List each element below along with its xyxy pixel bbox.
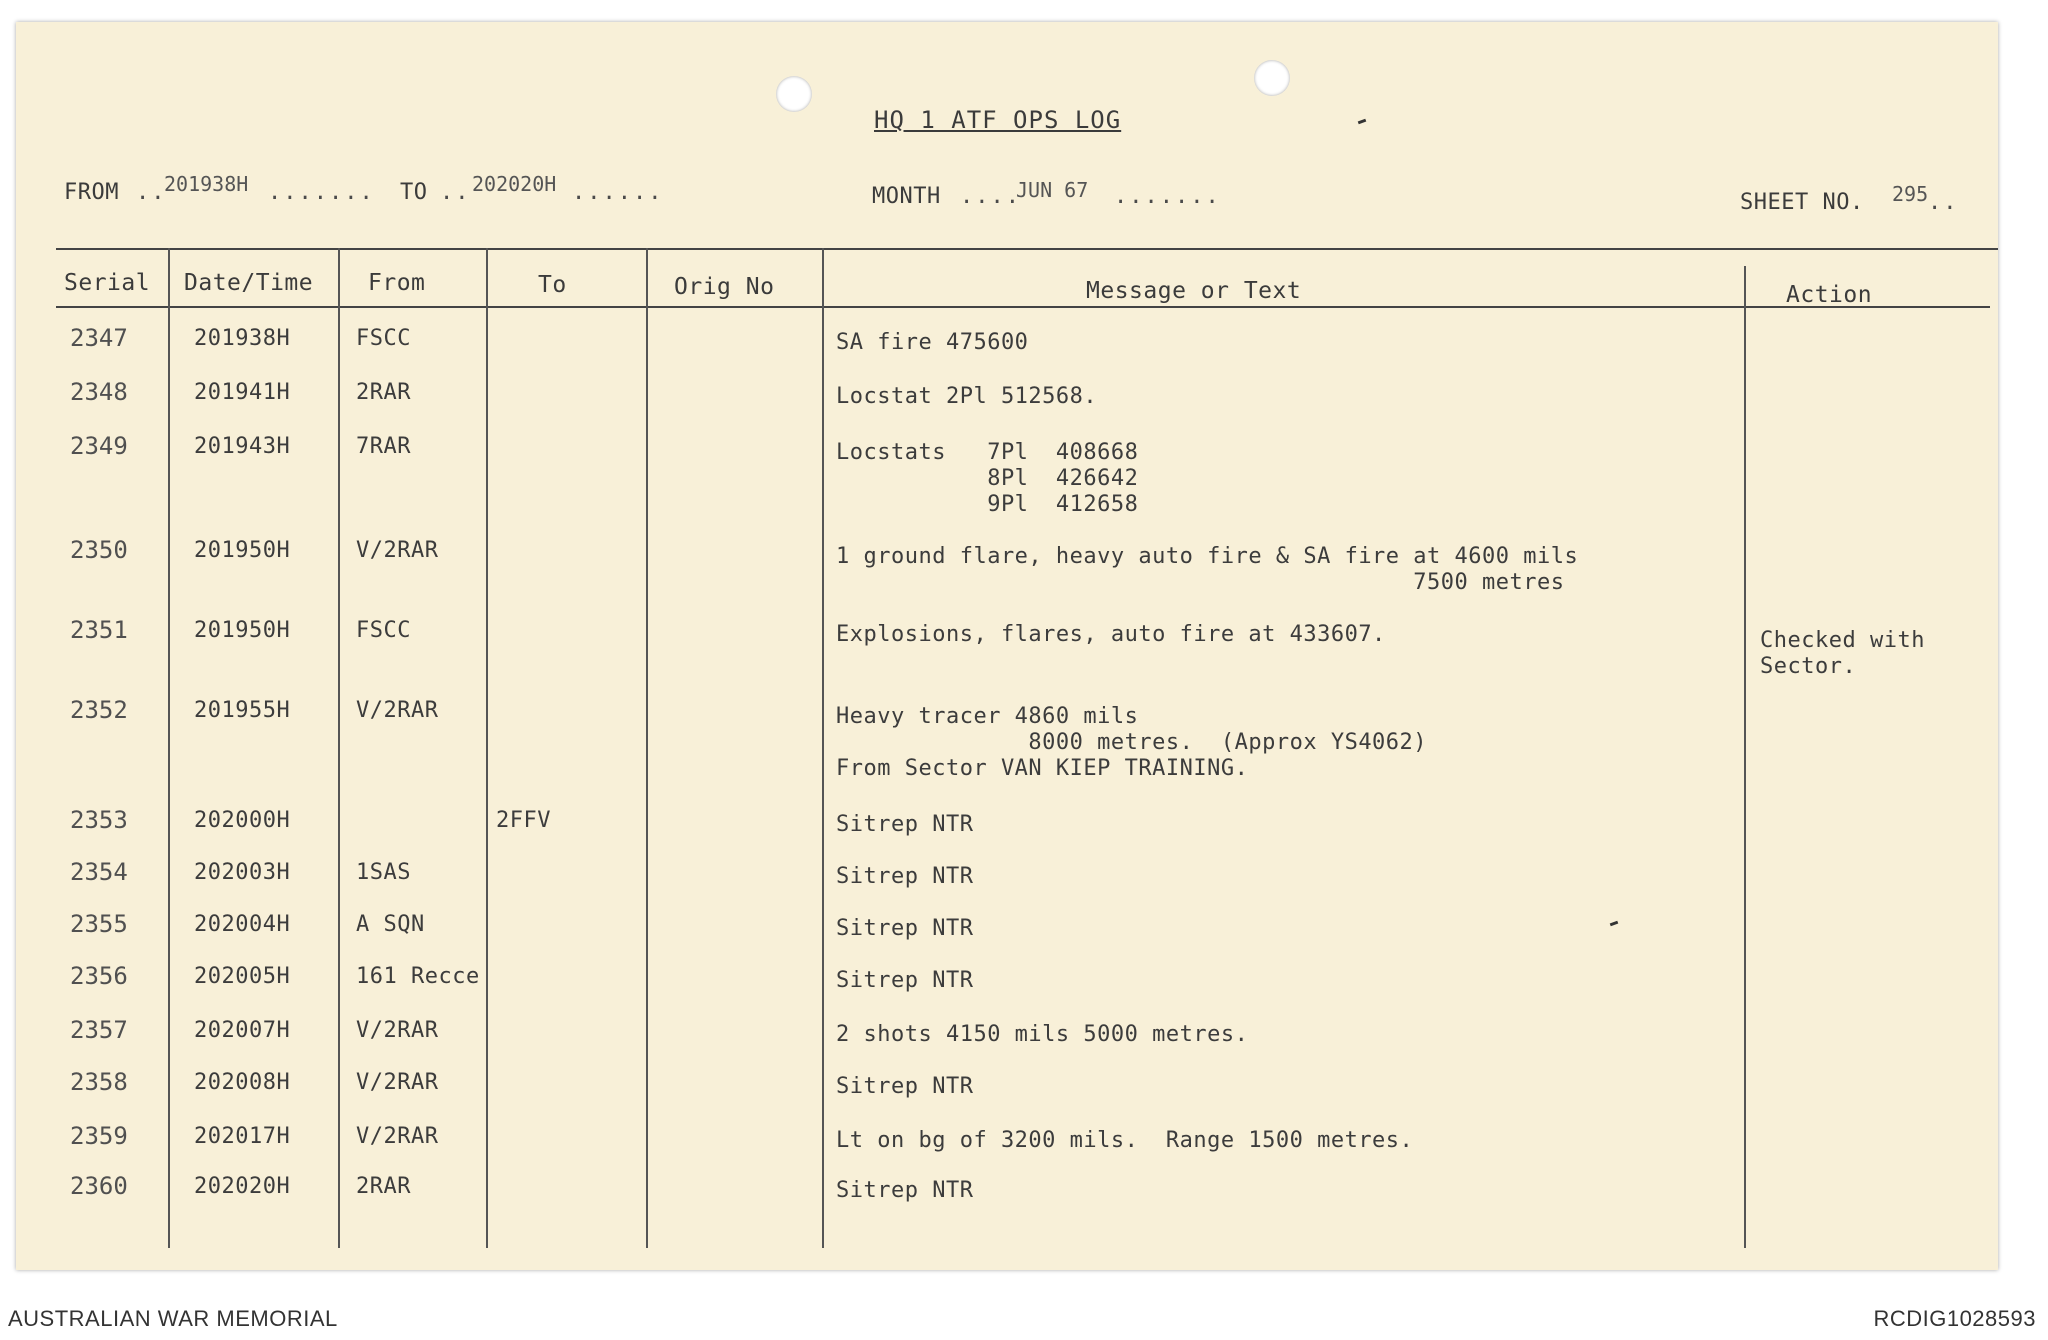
month-value: JUN 67 — [1016, 178, 1089, 202]
col-action: Action — [1786, 282, 1873, 308]
row-from: V/2RAR — [356, 538, 439, 563]
row-serial: 2350 — [70, 536, 128, 564]
row-datetime: 201943H — [194, 434, 291, 459]
row-datetime: 202007H — [194, 1018, 291, 1043]
row-message-line: 1 ground flare, heavy auto fire & SA fire at 4600 mils — [836, 544, 1579, 569]
row-from: 1SAS — [356, 860, 411, 885]
row-message-line: SA fire 475600 — [836, 330, 1029, 355]
col-divider-5 — [822, 248, 824, 1248]
row-serial: 2348 — [70, 378, 128, 406]
row-from: 2RAR — [356, 1174, 411, 1199]
table-header-rule — [56, 306, 1990, 308]
row-from: V/2RAR — [356, 1018, 439, 1043]
row-from: V/2RAR — [356, 698, 439, 723]
col-divider-1 — [168, 248, 170, 1248]
row-datetime: 201950H — [194, 618, 291, 643]
row-datetime: 202003H — [194, 860, 291, 885]
to-dots: .. — [440, 180, 471, 205]
stray-mark — [1358, 119, 1367, 125]
row-message-line: Sitrep NTR — [836, 916, 974, 941]
row-message-line: Sitrep NTR — [836, 1074, 974, 1099]
row-message-line: From Sector VAN KIEP TRAINING. — [836, 756, 1249, 781]
row-datetime: 201955H — [194, 698, 291, 723]
row-message-line: Sitrep NTR — [836, 1178, 974, 1203]
col-serial: Serial — [64, 270, 151, 296]
row-serial: 2351 — [70, 616, 128, 644]
log-sheet — [16, 22, 1998, 1270]
row-message-line: 7500 metres — [836, 570, 1565, 595]
col-message: Message or Text — [1086, 278, 1302, 304]
row-from: 7RAR — [356, 434, 411, 459]
col-divider-6 — [1744, 266, 1746, 1248]
row-datetime: 202005H — [194, 964, 291, 989]
to-dots-2: ...... — [572, 180, 664, 205]
row-to: 2FFV — [496, 808, 551, 833]
col-divider-2 — [338, 248, 340, 1248]
row-serial: 2354 — [70, 858, 128, 886]
col-from: From — [368, 270, 426, 296]
row-datetime: 201938H — [194, 326, 291, 351]
punch-hole-right — [1254, 60, 1290, 96]
row-from: FSCC — [356, 618, 411, 643]
col-orig-no: Orig No — [674, 274, 775, 300]
row-serial: 2358 — [70, 1068, 128, 1096]
col-divider-4 — [646, 248, 648, 1248]
row-serial: 2349 — [70, 432, 128, 460]
sheet-label: SHEET NO. — [1740, 190, 1864, 215]
row-message-line: 9Pl 412658 — [836, 492, 1139, 517]
stray-mark — [1610, 921, 1619, 927]
col-to: To — [538, 272, 567, 298]
to-label: TO — [400, 180, 428, 205]
from-dots-2: ....... — [268, 180, 375, 205]
row-from: A SQN — [356, 912, 425, 937]
row-message-line: Lt on bg of 3200 mils. Range 1500 metres. — [836, 1128, 1414, 1153]
row-action: Checked with Sector. — [1760, 628, 1925, 679]
row-datetime: 202017H — [194, 1124, 291, 1149]
from-value: 201938H — [164, 172, 249, 196]
row-from: 2RAR — [356, 380, 411, 405]
month-label: MONTH — [872, 184, 941, 209]
row-datetime: 201950H — [194, 538, 291, 563]
row-message-line: Sitrep NTR — [836, 812, 974, 837]
punch-hole-left — [776, 76, 812, 112]
table-top-rule — [56, 248, 1998, 250]
from-dots: .. — [136, 180, 167, 205]
row-datetime: 202008H — [194, 1070, 291, 1095]
row-from: V/2RAR — [356, 1070, 439, 1095]
row-message-line: Locstats 7Pl 408668 — [836, 440, 1139, 465]
month-dots-2: ....... — [1114, 184, 1221, 209]
row-from: FSCC — [356, 326, 411, 351]
col-divider-3 — [486, 248, 488, 1248]
sheet-value: 295 — [1892, 182, 1929, 206]
row-from: 161 Recce — [356, 964, 480, 989]
row-message-line: Sitrep NTR — [836, 968, 974, 993]
row-serial: 2357 — [70, 1016, 128, 1044]
row-serial: 2355 — [70, 910, 128, 938]
row-message-line: Heavy tracer 4860 mils — [836, 704, 1139, 729]
row-from: V/2RAR — [356, 1124, 439, 1149]
row-datetime: 202004H — [194, 912, 291, 937]
row-datetime: 202020H — [194, 1174, 291, 1199]
row-serial: 2359 — [70, 1122, 128, 1150]
month-dots: .... — [960, 184, 1021, 209]
row-message-line: Explosions, flares, auto fire at 433607. — [836, 622, 1386, 647]
from-label: FROM — [64, 180, 119, 205]
document-title: HQ 1 ATF OPS LOG — [874, 106, 1122, 134]
row-message-line: Locstat 2Pl 512568. — [836, 384, 1098, 409]
row-datetime: 202000H — [194, 808, 291, 833]
footer-source: AUSTRALIAN WAR MEMORIAL — [8, 1306, 338, 1331]
sheet-dots: .. — [1928, 190, 1959, 215]
row-serial: 2360 — [70, 1172, 128, 1200]
row-datetime: 201941H — [194, 380, 291, 405]
col-datetime: Date/Time — [184, 270, 314, 296]
row-message-line: 8Pl 426642 — [836, 466, 1139, 491]
footer-id: RCDIG1028593 — [1873, 1306, 2036, 1331]
row-message-line: Sitrep NTR — [836, 864, 974, 889]
to-value: 202020H — [472, 172, 557, 196]
row-serial: 2352 — [70, 696, 128, 724]
row-message-line: 8000 metres. (Approx YS4062) — [836, 730, 1428, 755]
row-serial: 2347 — [70, 324, 128, 352]
row-serial: 2353 — [70, 806, 128, 834]
row-message-line: 2 shots 4150 mils 5000 metres. — [836, 1022, 1249, 1047]
row-serial: 2356 — [70, 962, 128, 990]
